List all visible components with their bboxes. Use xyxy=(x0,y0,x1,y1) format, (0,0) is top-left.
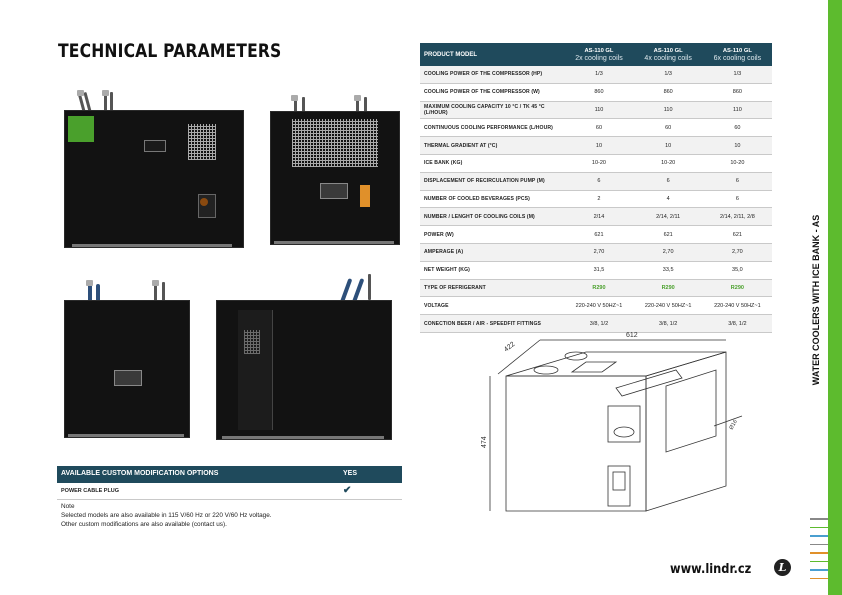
spec-value: 60 xyxy=(634,119,703,137)
spec-row xyxy=(420,208,772,226)
drawing-vent xyxy=(616,370,682,396)
spec-value: 220-240 V 50HZ~1 xyxy=(634,297,703,315)
options-header xyxy=(57,466,402,483)
spec-row xyxy=(420,226,772,244)
spec-header-model xyxy=(564,43,633,66)
spec-value: 60 xyxy=(564,119,633,137)
spec-value: 10 xyxy=(564,137,633,155)
spec-label: COOLING POWER OF THE COMPRESSOR (HP) xyxy=(420,66,564,83)
spec-row xyxy=(420,137,772,155)
drawing-front-face xyxy=(506,376,646,511)
spec-label: COOLING POWER OF THE COMPRESSOR (W) xyxy=(420,83,564,101)
spec-label: CONECTION BEER / AIR - SPEEDFIT FITTINGS xyxy=(420,315,564,333)
spec-row xyxy=(420,119,772,137)
spec-header-model xyxy=(703,43,772,66)
spec-value: R290 xyxy=(564,279,633,297)
spec-value: 10 xyxy=(634,137,703,155)
options-header-label: AVAILABLE CUSTOM MODIFICATION OPTIONS xyxy=(61,470,219,477)
options-table xyxy=(57,466,402,500)
model-name: AS-110 GL xyxy=(653,47,683,54)
product-photo-back xyxy=(268,95,400,247)
color-stripe xyxy=(810,552,828,554)
spec-value: 2,70 xyxy=(634,243,703,261)
spec-label: AMPERAGE (A) xyxy=(420,243,564,261)
model-name: AS-110 GL xyxy=(584,47,614,54)
spec-value: 31,5 xyxy=(564,261,633,279)
spec-row xyxy=(420,83,772,101)
dimension-drawing xyxy=(476,326,766,536)
color-stripes xyxy=(810,518,828,586)
spec-label: DISPLACEMENT OF RECIRCULATION PUMP (M) xyxy=(420,172,564,190)
model-coils: 4x cooling coils xyxy=(644,54,692,62)
spec-value: 621 xyxy=(564,226,633,244)
spec-label: TYPE OF REFRIGERANT xyxy=(420,279,564,297)
dim-height-label: 474 xyxy=(481,436,488,448)
spec-value: 10-20 xyxy=(634,154,703,172)
color-stripe xyxy=(810,578,828,580)
spec-value: 2/14, 2/11, 2/8 xyxy=(703,208,772,226)
spec-value: 3/8, 1/2 xyxy=(564,315,633,333)
spec-table xyxy=(420,43,772,333)
spec-value: 6 xyxy=(703,172,772,190)
spec-row xyxy=(420,261,772,279)
drawing-hole xyxy=(534,366,558,374)
side-label-text: WATER COOLERS WITH ICE BANK - AS xyxy=(811,214,821,386)
spec-value: 110 xyxy=(634,101,703,119)
checkmark-icon: ✔ xyxy=(343,485,352,496)
color-stripe xyxy=(810,527,828,529)
note-line: Other custom modifications are also available (contact us). xyxy=(61,521,227,528)
spec-value: 4 xyxy=(634,190,703,208)
color-stripe xyxy=(810,535,828,537)
drawing-side-vent xyxy=(666,370,716,452)
spec-value: 6 xyxy=(703,190,772,208)
spec-table-header xyxy=(420,43,772,66)
spec-label: NUMBER OF COOLED BEVERAGES (PCS) xyxy=(420,190,564,208)
spec-value: 2,70 xyxy=(703,243,772,261)
spec-value: 2/14 xyxy=(564,208,633,226)
spec-value: 110 xyxy=(564,101,633,119)
spec-value: 2 xyxy=(564,190,633,208)
note xyxy=(61,502,272,529)
spec-value: 3/8, 1/2 xyxy=(703,315,772,333)
spec-row xyxy=(420,297,772,315)
spec-label: NET WEIGHT (KG) xyxy=(420,261,564,279)
spec-row xyxy=(420,101,772,119)
spec-value: 860 xyxy=(564,83,633,101)
spec-value: 2,70 xyxy=(564,243,633,261)
product-photo-front xyxy=(58,90,248,250)
model-coils: 2x cooling coils xyxy=(575,54,623,62)
options-row xyxy=(57,483,402,500)
options-header-yes: YES xyxy=(343,470,358,477)
dim-small-label: Ø16 xyxy=(728,418,739,431)
spec-label: THERMAL GRADIENT AT (°C) xyxy=(420,137,564,155)
drawing-hole xyxy=(565,352,587,360)
spec-value: 3/8, 1/2 xyxy=(634,315,703,333)
drawing-lid xyxy=(572,362,616,372)
brand-logo-icon: L xyxy=(774,559,791,576)
website-link[interactable]: www.lindr.cz xyxy=(670,562,752,577)
spec-label: ICE BANK (KG) xyxy=(420,154,564,172)
drawing-top-face xyxy=(506,352,726,376)
dim-line-depth xyxy=(498,340,540,374)
product-photo-side xyxy=(62,280,190,440)
spec-value: 35,0 xyxy=(703,261,772,279)
spec-value: 6 xyxy=(564,172,633,190)
spec-label: CONTINUOUS COOLING PERFORMANCE (L/HOUR) xyxy=(420,119,564,137)
model-name: AS-110 GL xyxy=(722,47,752,54)
dim-depth-label: 422 xyxy=(502,340,517,354)
spec-header-label: PRODUCT MODEL xyxy=(420,43,564,66)
drawing-switch xyxy=(613,472,625,490)
spec-row xyxy=(420,190,772,208)
spec-value: 621 xyxy=(634,226,703,244)
drawing-side-face xyxy=(646,352,726,511)
spec-row xyxy=(420,154,772,172)
spec-value: 2/14, 2/11 xyxy=(634,208,703,226)
spec-value: 860 xyxy=(703,83,772,101)
spec-value: R290 xyxy=(703,279,772,297)
spec-header-model xyxy=(634,43,703,66)
spec-label: VOLTAGE xyxy=(420,297,564,315)
drawing-front-oval xyxy=(614,427,634,437)
page-title: TECHNICAL PARAMETERS xyxy=(58,40,282,62)
spec-value: 1/3 xyxy=(634,66,703,83)
spec-row xyxy=(420,279,772,297)
note-line: Selected models are also available in 115 V/60 Hz or 220 V/60 Hz voltage. xyxy=(61,512,272,519)
spec-label: MAXIMUM COOLING CAPACITY 10 °C / TK 45 °C (L/HOUR) xyxy=(420,101,564,119)
spec-row xyxy=(420,66,772,83)
spec-value: 1/3 xyxy=(703,66,772,83)
spec-row xyxy=(420,243,772,261)
color-stripe xyxy=(810,569,828,571)
spec-value: 110 xyxy=(703,101,772,119)
color-stripe xyxy=(810,544,828,546)
dim-line-small xyxy=(714,416,742,426)
spec-value: 6 xyxy=(634,172,703,190)
spec-value: 10-20 xyxy=(703,154,772,172)
option-label: POWER CABLE PLUG xyxy=(61,488,120,494)
spec-value: 60 xyxy=(703,119,772,137)
spec-value: 860 xyxy=(634,83,703,101)
product-photo-open xyxy=(214,270,392,442)
spec-value: 10-20 xyxy=(564,154,633,172)
spec-value: 621 xyxy=(703,226,772,244)
dim-width-label: 612 xyxy=(626,332,638,339)
spec-value: R290 xyxy=(634,279,703,297)
color-stripe xyxy=(810,561,828,563)
spec-value: 220-240 V 50HZ~1 xyxy=(564,297,633,315)
spec-row xyxy=(420,172,772,190)
accent-bar xyxy=(828,0,842,595)
color-stripe xyxy=(810,518,828,520)
spec-label: POWER (W) xyxy=(420,226,564,244)
note-title: Note xyxy=(61,503,75,510)
spec-value: 10 xyxy=(703,137,772,155)
spec-value: 220-240 V 50HZ~1 xyxy=(703,297,772,315)
spec-value: 33,5 xyxy=(634,261,703,279)
spec-label: NUMBER / LENGHT OF COOLING COILS (M) xyxy=(420,208,564,226)
model-coils: 6x cooling coils xyxy=(713,54,762,62)
spec-value: 1/3 xyxy=(564,66,633,83)
